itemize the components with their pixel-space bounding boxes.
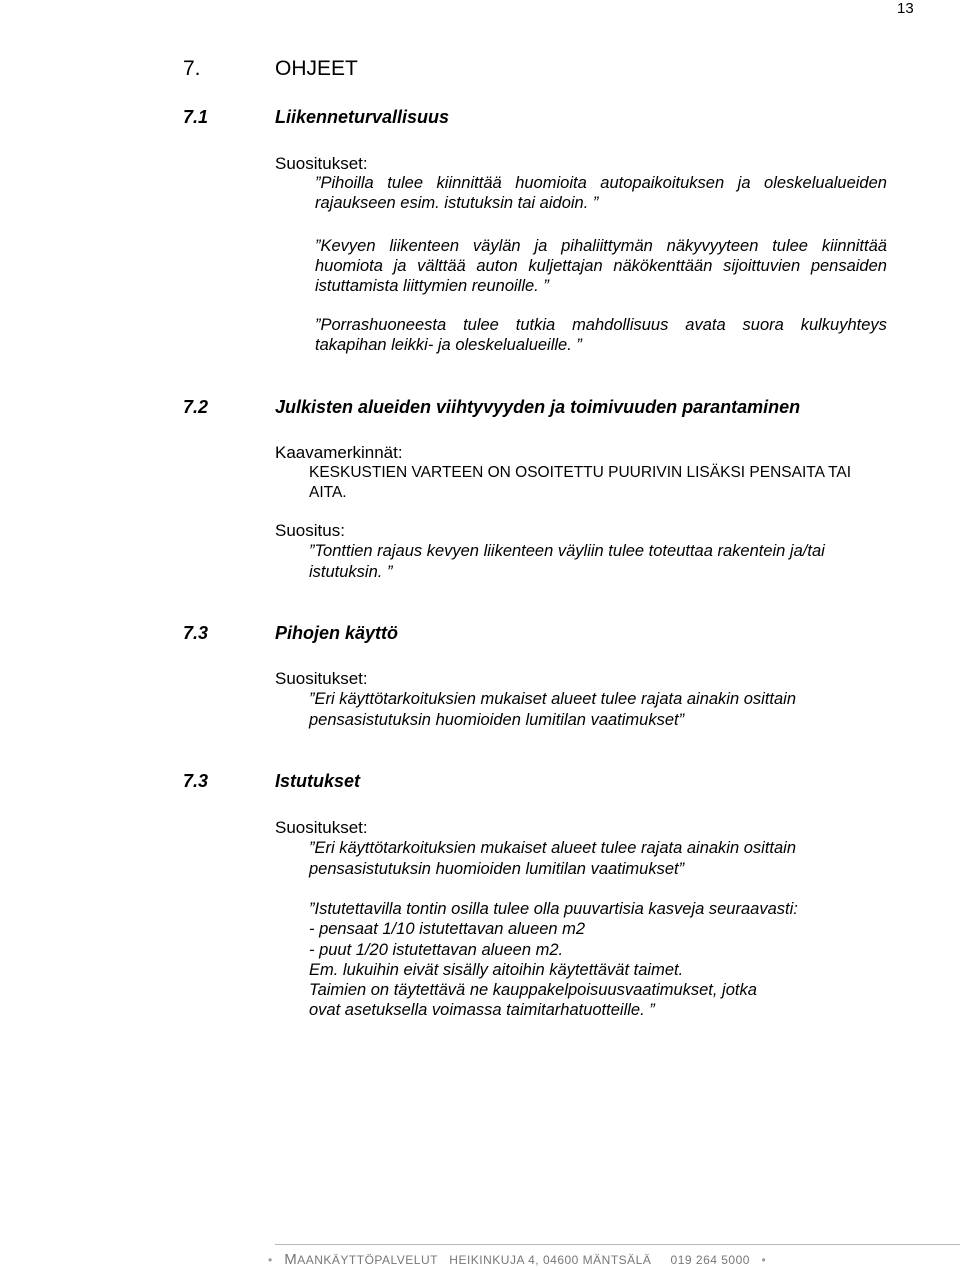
- footer: [268, 1251, 766, 1268]
- word: ja: [534, 237, 548, 255]
- chapter-title: OHJEET: [275, 57, 358, 80]
- footer-bullet: •: [268, 1253, 273, 1267]
- word: oleskelualueiden: [764, 174, 887, 192]
- plan-marking-line: AITA.: [309, 484, 347, 501]
- recommendation-line: ”Eri käyttötarkoituksien mukaiset alueet tulee rajata ainakin osittain: [309, 690, 796, 708]
- word: tulee: [772, 237, 808, 255]
- word: huomioita: [515, 174, 587, 192]
- word: ja: [393, 257, 407, 275]
- recommendation-line: pensasistutuksin huomioiden lumitilan vaatimukset”: [309, 860, 685, 878]
- word: pensaiden: [810, 257, 887, 275]
- paragraph-line: istuttamista liittymien reunoille. ”: [315, 277, 549, 295]
- word: auton: [476, 257, 518, 275]
- page-number: 13: [897, 0, 914, 17]
- word: näkökenttään: [613, 257, 713, 275]
- planting-rule-line: ”Istutettavilla tontin osilla tulee olla puuvartisia kasveja seuraavasti:: [309, 900, 798, 918]
- paragraph-line: [315, 237, 887, 256]
- chapter-number: 7.: [183, 57, 201, 80]
- word: sijoittuvien: [723, 257, 801, 275]
- planting-rule-line: ovat asetuksella voimassa taimitarhatuotteille. ”: [309, 1001, 655, 1019]
- section-number-7-1: 7.1: [183, 107, 209, 127]
- word: pihaliittymän: [561, 237, 653, 255]
- company-phone: 019 264 5000: [670, 1253, 750, 1267]
- word: avata: [685, 316, 726, 334]
- paragraph-line: [315, 316, 887, 335]
- word: kulkuyhteys: [800, 316, 887, 334]
- planting-rule-line: - pensaat 1/10 istutettavan alueen m2: [309, 920, 586, 938]
- planting-rule-line: Taimien on täytettävä ne kauppakelpoisuusvaatimukset, jotka: [309, 981, 757, 999]
- footer-divider: [275, 1244, 960, 1245]
- company-address: HEIKINKUJA 4, 04600 MÄNTSÄLÄ: [449, 1253, 652, 1267]
- plan-marking-line: KESKUSTIEN VARTEEN ON OSOITETTU PUURIVIN LISÄKSI PENSAITA TAI: [309, 464, 852, 481]
- word: ”Porrashuoneesta: [315, 316, 447, 334]
- section-title-7-1: Liikenneturvallisuus: [275, 107, 450, 127]
- word: suora: [742, 316, 784, 334]
- recommendation-label: Suositus:: [275, 521, 345, 540]
- recommendation-line: istutuksin. ”: [309, 563, 393, 581]
- recommendations-label: Suositukset:: [275, 818, 368, 837]
- section-number-7-3: 7.3: [183, 623, 209, 643]
- word: välttää: [417, 257, 466, 275]
- recommendation-line: ”Tonttien rajaus kevyen liikenteen väyliin tulee toteuttaa rakentein ja/tai: [309, 542, 825, 560]
- section-number-7-2: 7.2: [183, 397, 209, 417]
- word: tulee: [463, 316, 499, 334]
- planting-rule-line: - puut 1/20 istutettavan alueen m2.: [309, 941, 564, 959]
- word: ”Kevyen: [315, 237, 376, 255]
- company-name: AANKÄYTTÖPALVELUT: [297, 1253, 438, 1267]
- section-title-7-2: Julkisten alueiden viihtyvyyden ja toimivuuden parantaminen: [275, 397, 801, 417]
- word: mahdollisuus: [572, 316, 669, 334]
- recommendation-line: pensasistutuksin huomioiden lumitilan vaatimukset”: [309, 711, 685, 729]
- company-initial: M: [284, 1251, 298, 1268]
- paragraph-line: [315, 174, 887, 193]
- paragraph-line: rajaukseen esim. istutuksin tai aidoin. ”: [315, 194, 599, 212]
- word: tulee: [387, 174, 424, 192]
- planting-rule-line: Em. lukuihin eivät sisälly aitoihin käytettävät taimet.: [309, 961, 684, 979]
- paragraph-line: takapihan leikki- ja oleskelualueille. ”: [315, 336, 582, 354]
- word: ”Pihoilla: [315, 174, 374, 192]
- section-number-7-3-b: 7.3: [183, 771, 209, 791]
- word: autopaikoituksen: [600, 174, 725, 192]
- section-title-pihojen-kaytto: Pihojen käyttö: [275, 623, 399, 643]
- word: ja: [737, 174, 751, 192]
- word: väylän: [472, 237, 521, 255]
- footer-bullet: •: [761, 1253, 767, 1267]
- section-title-istutukset: Istutukset: [275, 771, 361, 791]
- recommendation-line: ”Eri käyttötarkoituksien mukaiset alueet tulee rajata ainakin osittain: [309, 839, 796, 857]
- word: näkyvyyteen: [666, 237, 759, 255]
- word: kiinnittää: [821, 237, 887, 255]
- plan-markings-label: Kaavamerkinnät:: [275, 443, 403, 462]
- word: kuljettajan: [528, 257, 603, 275]
- recommendations-label: Suositukset:: [275, 669, 368, 688]
- word: kiinnittää: [436, 174, 502, 192]
- word: tutkia: [515, 316, 556, 334]
- word: liikenteen: [389, 237, 460, 255]
- word: huomiota: [315, 257, 383, 275]
- paragraph-line: [315, 257, 887, 276]
- recommendations-label: Suositukset:: [275, 154, 368, 173]
